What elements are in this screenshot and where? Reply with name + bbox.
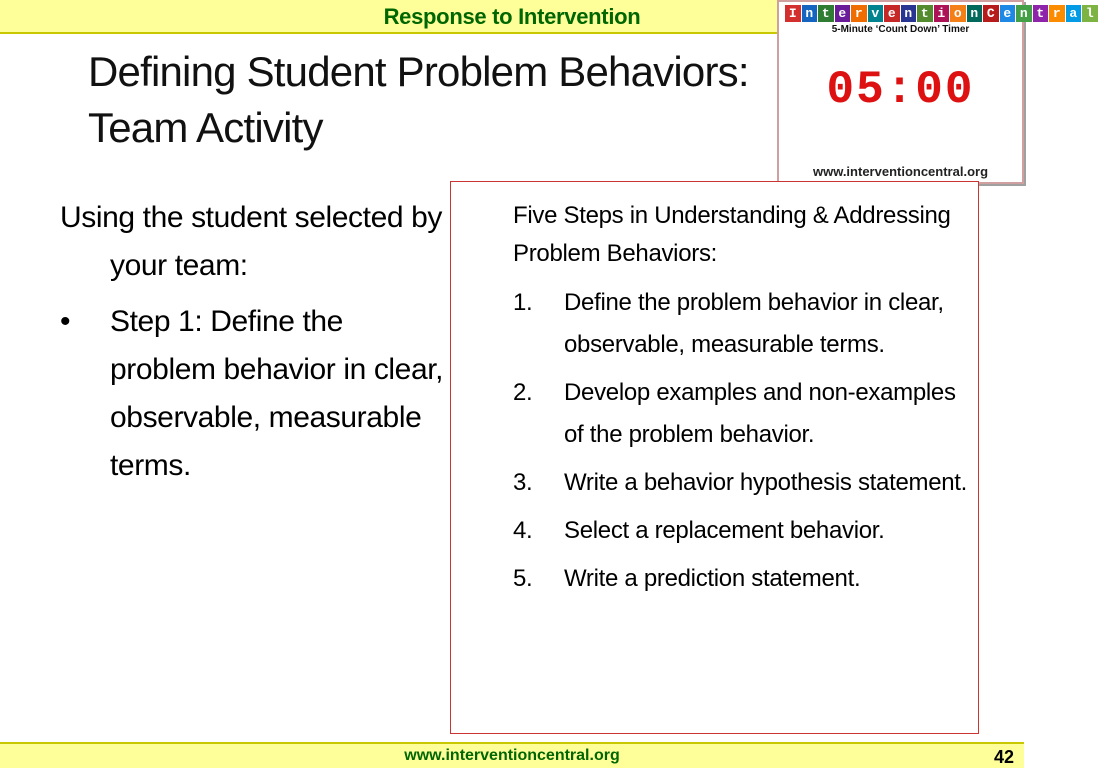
bullet-item bbox=[60, 298, 450, 490]
logo-letter-tile: l bbox=[1082, 5, 1098, 22]
slide-title-line-2: Team Activity bbox=[88, 104, 323, 151]
logo-letter-tile: t bbox=[818, 5, 834, 22]
step-text: Define the problem behavior in clear, observable, measurable terms. bbox=[564, 289, 944, 358]
step-item bbox=[513, 282, 973, 366]
five-steps-box bbox=[450, 181, 979, 734]
countdown-timer-widget bbox=[777, 0, 1094, 184]
banner-title: Response to Intervention bbox=[383, 4, 641, 29]
slide-title bbox=[88, 44, 788, 156]
step-text: Develop examples and non-examples of the problem behavior. bbox=[564, 379, 956, 448]
step-number: 1. bbox=[513, 289, 533, 316]
page-number: 42 bbox=[993, 747, 1014, 767]
logo-letter-tile: i bbox=[934, 5, 950, 22]
logo-letter-tile: n bbox=[1016, 5, 1032, 22]
logo-letter-tile: o bbox=[950, 5, 966, 22]
timer-display: 05:00 bbox=[826, 64, 975, 116]
step-item bbox=[513, 558, 973, 600]
bullet-icon: • bbox=[60, 305, 71, 338]
intervention-central-logo bbox=[785, 5, 1099, 23]
logo-letter-tile: t bbox=[1033, 5, 1049, 22]
logo-letter-tile: I bbox=[785, 5, 801, 22]
logo-letter-tile: n bbox=[967, 5, 983, 22]
step-number: 4. bbox=[513, 517, 533, 544]
step-text: Select a replacement behavior. bbox=[564, 517, 885, 544]
team-activity-instructions bbox=[60, 194, 450, 490]
logo-letter-tile: C bbox=[983, 5, 999, 22]
steps-heading: Five Steps in Understanding & Addressing Problem Behaviors: bbox=[513, 202, 951, 267]
instructions-intro: Using the student selected by your team: bbox=[60, 201, 442, 282]
logo-letter-tile: r bbox=[1049, 5, 1065, 22]
step-number: 3. bbox=[513, 469, 533, 496]
step-item bbox=[513, 462, 973, 504]
logo-letter-tile: e bbox=[884, 5, 900, 22]
step-item bbox=[513, 372, 973, 456]
logo-letter-tile: a bbox=[1066, 5, 1082, 22]
bullet-text: Step 1: Define the problem behavior in clear, observable, measurable terms. bbox=[110, 305, 444, 482]
step-item bbox=[513, 510, 973, 552]
logo-letter-tile: r bbox=[851, 5, 867, 22]
bottom-banner bbox=[0, 742, 1024, 768]
logo-letter-tile: n bbox=[802, 5, 818, 22]
timer-subtitle: 5-Minute ‘Count Down’ Timer bbox=[831, 24, 970, 35]
step-text: Write a behavior hypothesis statement. bbox=[564, 469, 968, 496]
logo-letter-tile: e bbox=[1000, 5, 1016, 22]
timer-url: www.interventioncentral.org bbox=[812, 164, 989, 179]
logo-letter-tile: t bbox=[917, 5, 933, 22]
logo-letter-tile: v bbox=[868, 5, 884, 22]
step-number: 2. bbox=[513, 379, 533, 406]
step-text: Write a prediction statement. bbox=[564, 565, 861, 592]
steps-list bbox=[513, 282, 973, 606]
logo-letter-tile: n bbox=[901, 5, 917, 22]
logo-letter-tile: e bbox=[835, 5, 851, 22]
footer-url-link[interactable]: www.interventioncentral.org bbox=[404, 747, 620, 764]
step-number: 5. bbox=[513, 565, 533, 592]
slide-title-line-1: Defining Student Problem Behaviors: bbox=[88, 48, 749, 95]
